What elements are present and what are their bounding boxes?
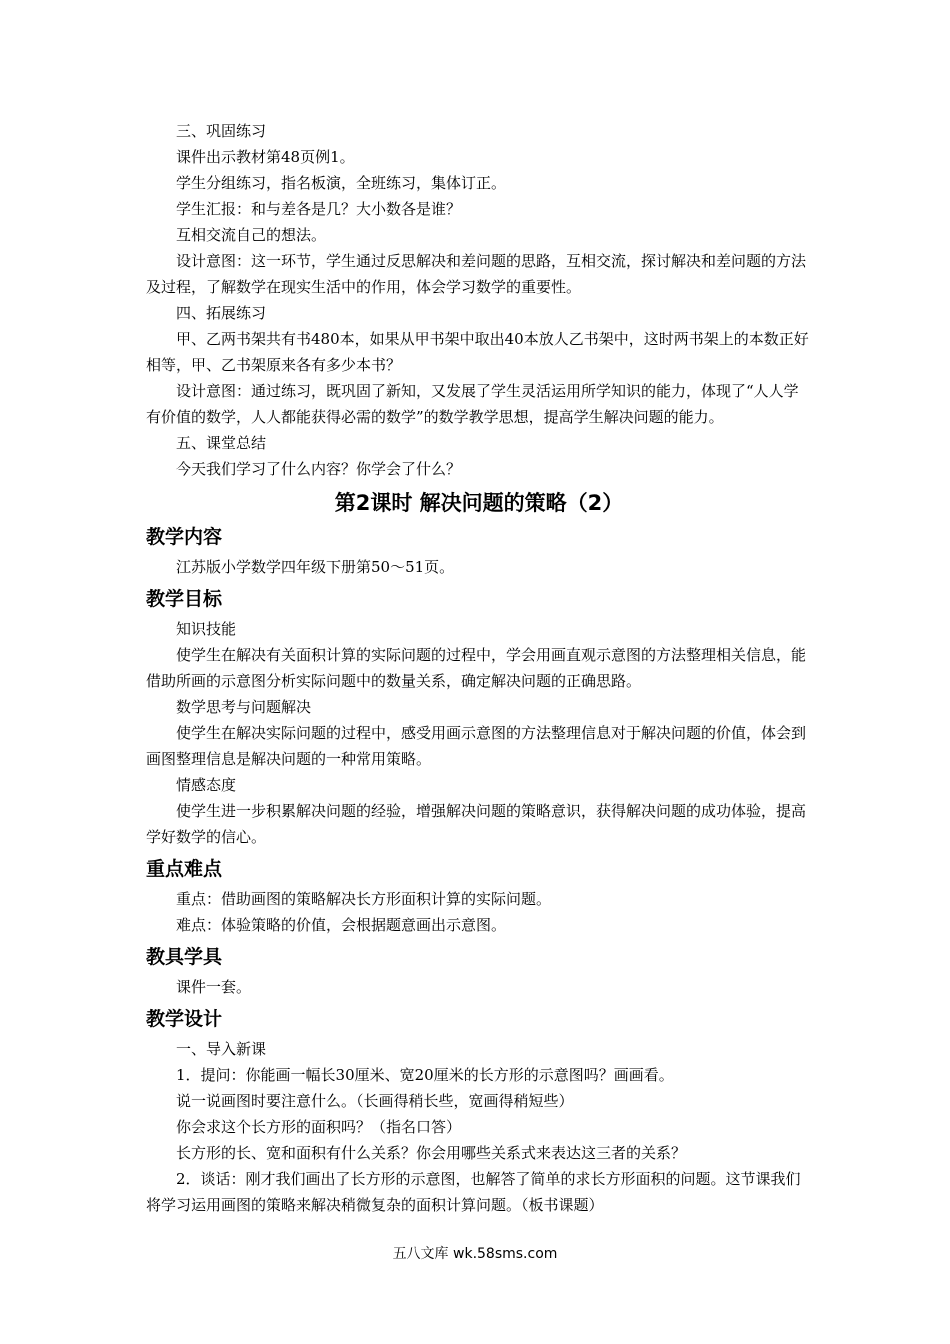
page-footer: 五八文库 wk.58sms.com [392,1246,558,1262]
paragraph: 今天我们学习了什么内容？你学会了什么？ [176,460,462,478]
paragraph: 说一说画图时要注意什么。（长画得稍长些，宽画得稍短些） [176,1092,574,1110]
paragraph: 江苏版小学数学四年级下册第50～51页。 [176,558,455,576]
paragraph: 长方形的长、宽和面积有什么关系？你会用哪些关系式来表达这三者的关系？ [176,1144,687,1162]
lesson-title: 第2课时 解决问题的策略（2） [334,491,624,515]
paragraph: 五、课堂总结 [176,434,267,452]
paragraph: 四、拓展练习 [176,304,267,322]
paragraph: 设计意图：通过练习，既巩固了新知，又发展了学生灵活运用所学知识的能力，体现了“人人学有价值的数学，人人都能获得必需的数学”的数学教学思想，提高学生解决问题的能力。 [146,382,799,426]
paragraph: 使学生在解决有关面积计算的实际问题的过程中，学会用画直观示意图的方法整理相关信息，能借助所画的示意图分析实际问题中的数量关系，确定解决问题的正确思路。 [146,646,807,690]
paragraph: 课件一套。 [176,978,252,996]
paragraph: 学生分组练习，指名板演，全班练习，集体订正。 [176,174,507,192]
paragraph: 课件出示教材第48页例1。 [176,148,355,166]
paragraph: 三、巩固练习 [176,122,267,140]
section-heading-goals: 教学目标 [146,588,223,610]
paragraph: 难点：体验策略的价值，会根据题意画出示意图。 [176,916,507,934]
paragraph: 使学生进一步积累解决问题的经验，增强解决问题的策略意识，获得解决问题的成功体验，提高学好数学的信心。 [146,802,807,846]
document-body [146,118,812,1218]
paragraph: 甲、乙两书架共有书480本，如果从甲书架中取出40本放人乙书架中，这时两书架上的本数正好相等，甲、乙书架原来各有多少本书？ [146,330,809,374]
section-heading-content: 教学内容 [146,526,223,548]
paragraph: 数学思考与问题解决 [176,698,312,716]
section-heading-key-points: 重点难点 [146,858,223,880]
paragraph: 2．谈话：刚才我们画出了长方形的示意图，也解答了简单的求长方形面积的问题。这节课我们将学习运用画图的策略来解决稍微复杂的面积计算问题。（板书课题） [146,1170,801,1214]
paragraph: 你会求这个长方形的面积吗？（指名口答） [176,1118,462,1136]
paragraph: 学生汇报：和与差各是几？大小数各是谁？ [176,200,462,218]
section-heading-tools: 教具学具 [146,946,223,968]
paragraph: 一、导入新课 [176,1040,267,1058]
section-heading-design: 教学设计 [146,1008,223,1030]
paragraph: 1．提问：你能画一幅长30厘米、宽20厘米的长方形的示意图吗？画画看。 [176,1066,674,1084]
paragraph: 重点：借助画图的策略解决长方形面积计算的实际问题。 [176,890,552,908]
paragraph: 设计意图：这一环节，学生通过反思解决和差问题的思路，互相交流，探讨解决和差问题的方法及过程，了解数学在现实生活中的作用，体会学习数学的重要性。 [146,252,807,296]
paragraph: 互相交流自己的想法。 [176,226,327,244]
paragraph: 使学生在解决实际问题的过程中，感受用画示意图的方法整理信息对于解决问题的价值，体会到画图整理信息是解决问题的一种常用策略。 [146,724,807,768]
paragraph: 情感态度 [176,776,237,794]
paragraph: 知识技能 [176,620,237,638]
